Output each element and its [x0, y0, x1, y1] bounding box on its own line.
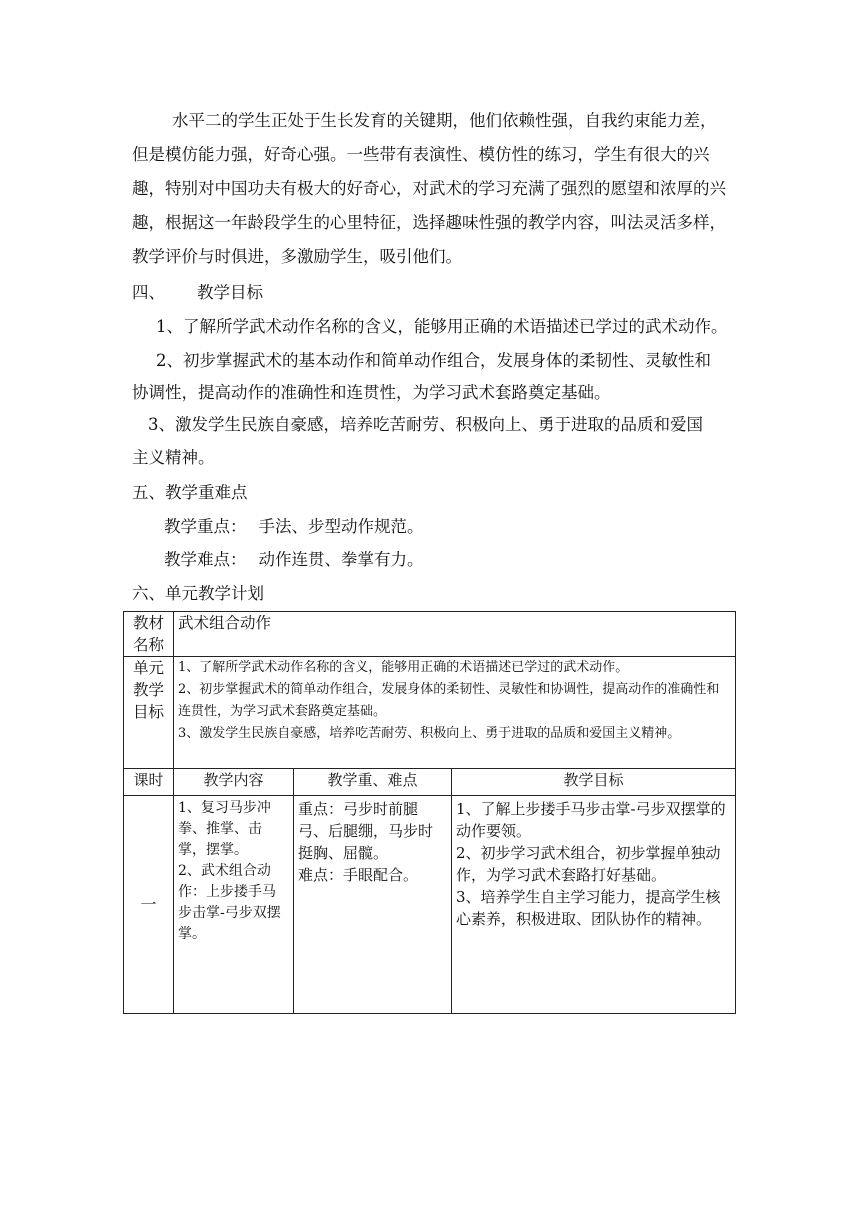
- goal-3-line-2: 主义精神。: [132, 448, 215, 467]
- unit-goal-label-line-1: 单元: [132, 659, 164, 677]
- difficulty-label: 教学难点：: [164, 550, 247, 569]
- section4-heading: [132, 276, 263, 310]
- difficulty-line: [164, 543, 424, 577]
- key-point-value: 手法、步型动作规范。: [258, 517, 424, 536]
- unit-goals-cell: [174, 657, 736, 769]
- unit-goal-3: 3、激发学生民族自豪感，培养吃苦耐劳、积极向上、勇于进取的品质和爱国主义精神。: [178, 726, 681, 741]
- unit-goal-row: [124, 657, 736, 769]
- section4-heading-text: 教学目标: [197, 283, 263, 302]
- material-label-line-1: 教材: [132, 614, 164, 632]
- goal-2-line-2: 协调性，提高动作的准确性和连贯性，为学习武术套路奠定基础。: [132, 383, 611, 402]
- goal-1: 1、了解所学武术动作名称的含义，能够用正确的术语描述已学过的武术动作。: [156, 317, 728, 336]
- unit-goal-2: 2、初步掌握武术的简单动作组合，发展身体的柔韧性、灵敏性和协调性，提高动作的准确性和连贯性，为学习武术套路奠定基础。: [178, 682, 720, 719]
- goal-3-line-1: 3、激发学生民族自豪感，培养吃苦耐劳、积极向上、勇于进取的品质和爱国: [148, 415, 703, 434]
- lesson-difficulty: 难点：手眼配合。: [298, 866, 419, 884]
- material-label-line-2: 名称: [132, 636, 164, 654]
- lesson-goal-2: 2、初步学习武术组合，初步掌握单独动作，为学习武术套路打好基础。: [456, 844, 721, 884]
- lesson-goals-cell: [452, 796, 736, 1014]
- unit-goal-label-line-3: 目标: [132, 703, 164, 721]
- difficulty-value: 动作连贯、拳掌有力。: [258, 550, 424, 569]
- intro-paragraph: [132, 104, 732, 274]
- unit-plan-table: [123, 611, 736, 1014]
- lesson-goal-3: 3、培养学生自主学习能力，提高学生核心素养，积极进取、团队协作的精神。: [456, 888, 721, 928]
- lesson-keypoint: 重点：弓步时前腿弓、后腿绷，马步时挺胸、屈髋。: [298, 800, 434, 862]
- col-header-keypoints: 教学重、难点: [294, 769, 452, 796]
- col-header-goals: 教学目标: [452, 769, 736, 796]
- key-point-label: 教学重点：: [164, 517, 247, 536]
- intro-paragraph-text: 水平二的学生正处于生长发育的关键期，他们依赖性强，自我约束能力差，但是模仿能力强，好奇心强。一些带有表演性、模仿性的练习，学生有很大的兴趣，特别对中国功夫有极大的好奇心，对武术的学习充满了强烈的愿望和浓厚的兴趣，根据这一年龄段学生的心里特征，选择趣味性强的教学内容，叫法灵活多样，教学评价与时俱进，多激励学生，吸引他们。: [132, 111, 726, 266]
- column-header-row: [124, 769, 736, 796]
- lesson-keypoints-cell: [294, 796, 452, 1014]
- goal-2-line-1: 2、初步掌握武术的基本动作和简单动作组合，发展身体的柔韧性、灵敏性和: [156, 351, 711, 370]
- key-point-line: [164, 510, 424, 544]
- section4-heading-number: 四、: [132, 283, 165, 302]
- material-value: 武术组合动作: [174, 612, 736, 657]
- unit-goal-label-cell: [124, 657, 174, 769]
- material-label-cell: [124, 612, 174, 657]
- lesson-content-1: 1、复习马步冲拳、推掌、击掌，摆掌。: [178, 800, 271, 858]
- unit-goal-label-line-2: 教学: [132, 681, 164, 699]
- col-header-lesson: 课时: [124, 769, 174, 796]
- unit-goal-1: 1、了解所学武术动作名称的含义，能够用正确的术语描述已学过的武术动作。: [178, 660, 629, 675]
- lesson-row-1: [124, 796, 736, 1014]
- section6-heading: 六、单元教学计划: [132, 584, 264, 603]
- lesson-content-2: 2、武术组合动作：上步搂手马步击掌-弓步双摆掌。: [178, 863, 281, 942]
- lesson-number: 一: [124, 796, 174, 1014]
- section5-heading: 五、教学重难点: [132, 483, 248, 502]
- material-row: [124, 612, 736, 657]
- col-header-content: 教学内容: [174, 769, 294, 796]
- lesson-goal-1: 1、了解上步搂手马步击掌-弓步双摆掌的动作要领。: [456, 800, 726, 840]
- lesson-content-cell: [174, 796, 294, 1014]
